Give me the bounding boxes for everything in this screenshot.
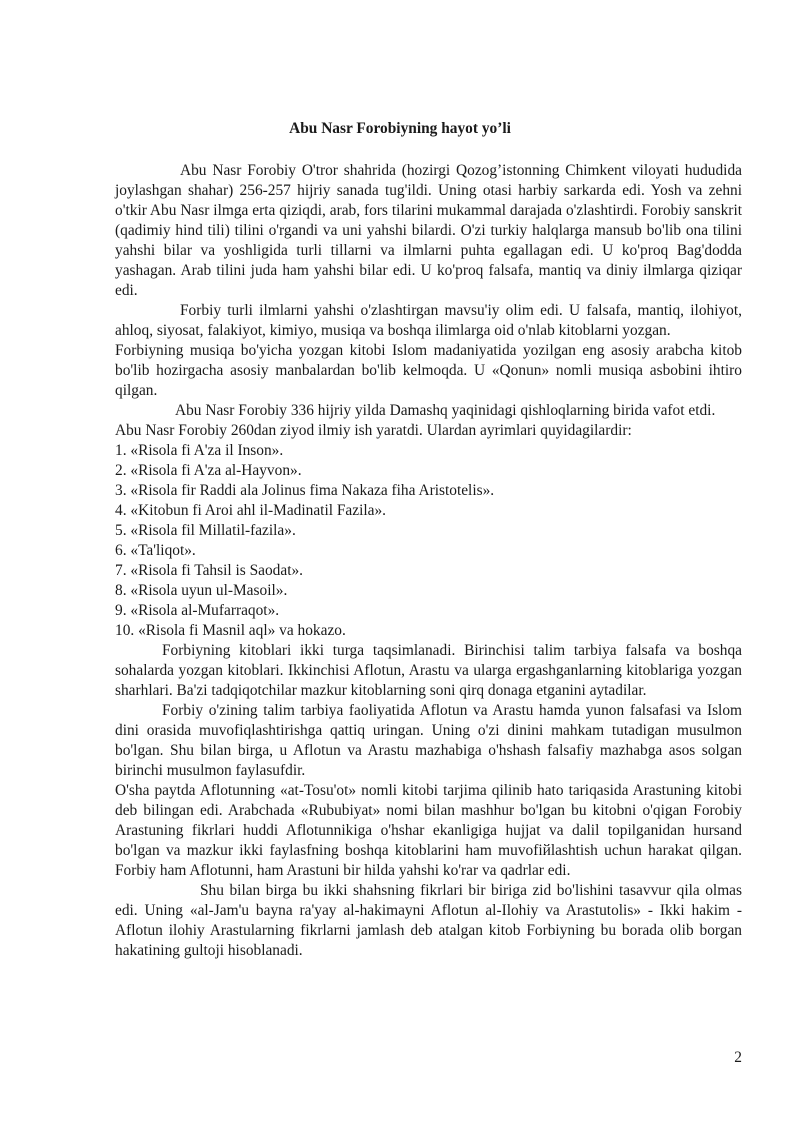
works-list	[115, 441, 742, 641]
paragraph-works-intro: Abu Nasr Forobiy 260dan ziyod ilmiy ish yaratdi. Ulardan ayrimlari quyidagilardir:	[115, 422, 632, 439]
list-item: 4. «Kitobun fi Aroi ahl il-Madinatil Fazila».	[115, 502, 387, 519]
list-item: 7. «Risola fi Tahsil is Saodat».	[115, 562, 304, 579]
document-title: Abu Nasr Forobiyning hayot yo’li	[289, 120, 511, 137]
list-item: 10. «Risola fi Masnil aql» va hokazo.	[115, 622, 346, 639]
list-item: 1. «Risola fi A'za il Inson».	[115, 442, 284, 459]
paragraph-music: Forbiyning musiqa bo'yicha yozgan kitobi Islom madaniyatida yozilgan eng asosiy arabcha kitob bo'lib hozirgacha asosiy manbalardan bo'lib kelmoqda. U «Qonun» nomli musiqa asbobini ihtiro qilgan.	[115, 342, 742, 399]
list-item: 8. «Risola uyun ul-Masoil».	[115, 582, 288, 599]
paragraph-book-types: Forbiyning kitoblari ikki turga taqsimlanadi. Birinchisi talim tarbiya falsafa va boshqa sohalarda yozgan kitoblari. Ikkinchisi Aflotun, Arastu va ularga ergashganlarning kitoblariga yozgan sharhlari. Ba'zi tadqiqotchilar mazkur kitoblarning soni qirq donaga etganini aytadilar.	[115, 642, 742, 699]
page-number: 2	[734, 1049, 742, 1066]
paragraph-death: Abu Nasr Forobiy 336 hijriy yilda Damashq yaqinidagi qishloqlarning birida vafot etdi.	[175, 402, 716, 419]
paragraph-scholar: Forbiy turli ilmlarni yahshi o'zlashtirgan mavsu'iy olim edi. U falsafa, mantiq, ilohiyot, ahloq, siyosat, falakiyot, kimiyo, musiqa va boshqa ilimlarga oid o'nlab kitoblarni yozgan.	[115, 302, 742, 339]
list-item: 9. «Risola al-Mufarraqot».	[115, 602, 280, 619]
list-item: 5. «Risola fil Millatil-fazila».	[115, 522, 296, 539]
list-item: 3. «Risola fir Raddi ala Jolinus fima Nakaza fiha Aristotelis».	[115, 482, 495, 499]
paragraph-harmonization: Forbiy o'zining talim tarbiya faoliyatida Aflotun va Arastu hamda yunon falsafasi va Islom dini orasida muvofiqlashtirishga qattiq uringan. Uning o'zi dinini mahkam tutadigan musulmon bo'lgan. Shu bilan birga, u Aflotun va Arastu mazhabiga o'hshash falsafiy mazhabga asos solgan birinchi musulmon faylasufdir.	[115, 702, 742, 779]
paragraph-theology: O'sha paytda Aflotunning «at-Tosu'ot» nomli kitobi tarjima qilinib hato tariqasida Arastuning kitobi deb bilingan edi. Arabchada «Rububiyat» nomi bilan mashhur bo'lgan bu kitobni o'qigan Forobiy Arastuning fikrlari huddi Aflotunnikiga o'hshar ekanligiga hujjat va dalil topilganidan hursand bo'lgan va mazkur ikki faylasfning boshqa kitoblarini ham muvofiйlashtish uchun harakat qilgan. Forbiy ham Aflotunni, ham Arastuni bir hilda yahshi ko'rar va qadrlar edi.	[115, 782, 742, 879]
list-item: 6. «Ta'liqot».	[115, 542, 196, 559]
paragraph-reconciliation: Shu bilan birga bu ikki shahsning fikrlari bir biriga zid bo'lishini tasavvur qila olmas edi. Uning «al-Jam'u bayna ra'yay al-hakimayni Aflotun al-Ilohiy va Arastutolis» - Ikki hakim - Aflotun ilohiy Arastularning fikrlarni jamlash deb atalgan kitob Forbiyning bu borada olib borgan hakatining gultoji hisoblanadi.	[115, 882, 742, 959]
paragraph-birth: Abu Nasr Forobiy O'tror shahrida (hozirgi Qozog’istonning Chimkent viloyati hududida joylashgan shahar) 256-257 hijriy sanada tug'ildi. Uning otasi harbiy sarkarda edi. Yosh va zehni o'tkir Abu Nasr ilmga erta qiziqdi, arab, fors tilarini mukammal darajada o'zlashtirdi. Forobiy sanskrit (qadimiy hind tili) tilini o'rgandi va uni yahshi bilardi. O'zi turkiy halqlarga mansub bo'lib ona tilini yahshi bilar va yoshligida turli tillarni va ilmlarni puhta egallagan edi. U ko'proq Bag'dodda yashagan. Arab tilini juda ham yahshi bilar edi. U ko'proq falsafa, mantiq va diniy ilmlarga qiziqar edi.	[115, 162, 742, 299]
document-body	[115, 161, 742, 961]
list-item: 2. «Risola fi A'za al-Hayvon».	[115, 462, 302, 479]
